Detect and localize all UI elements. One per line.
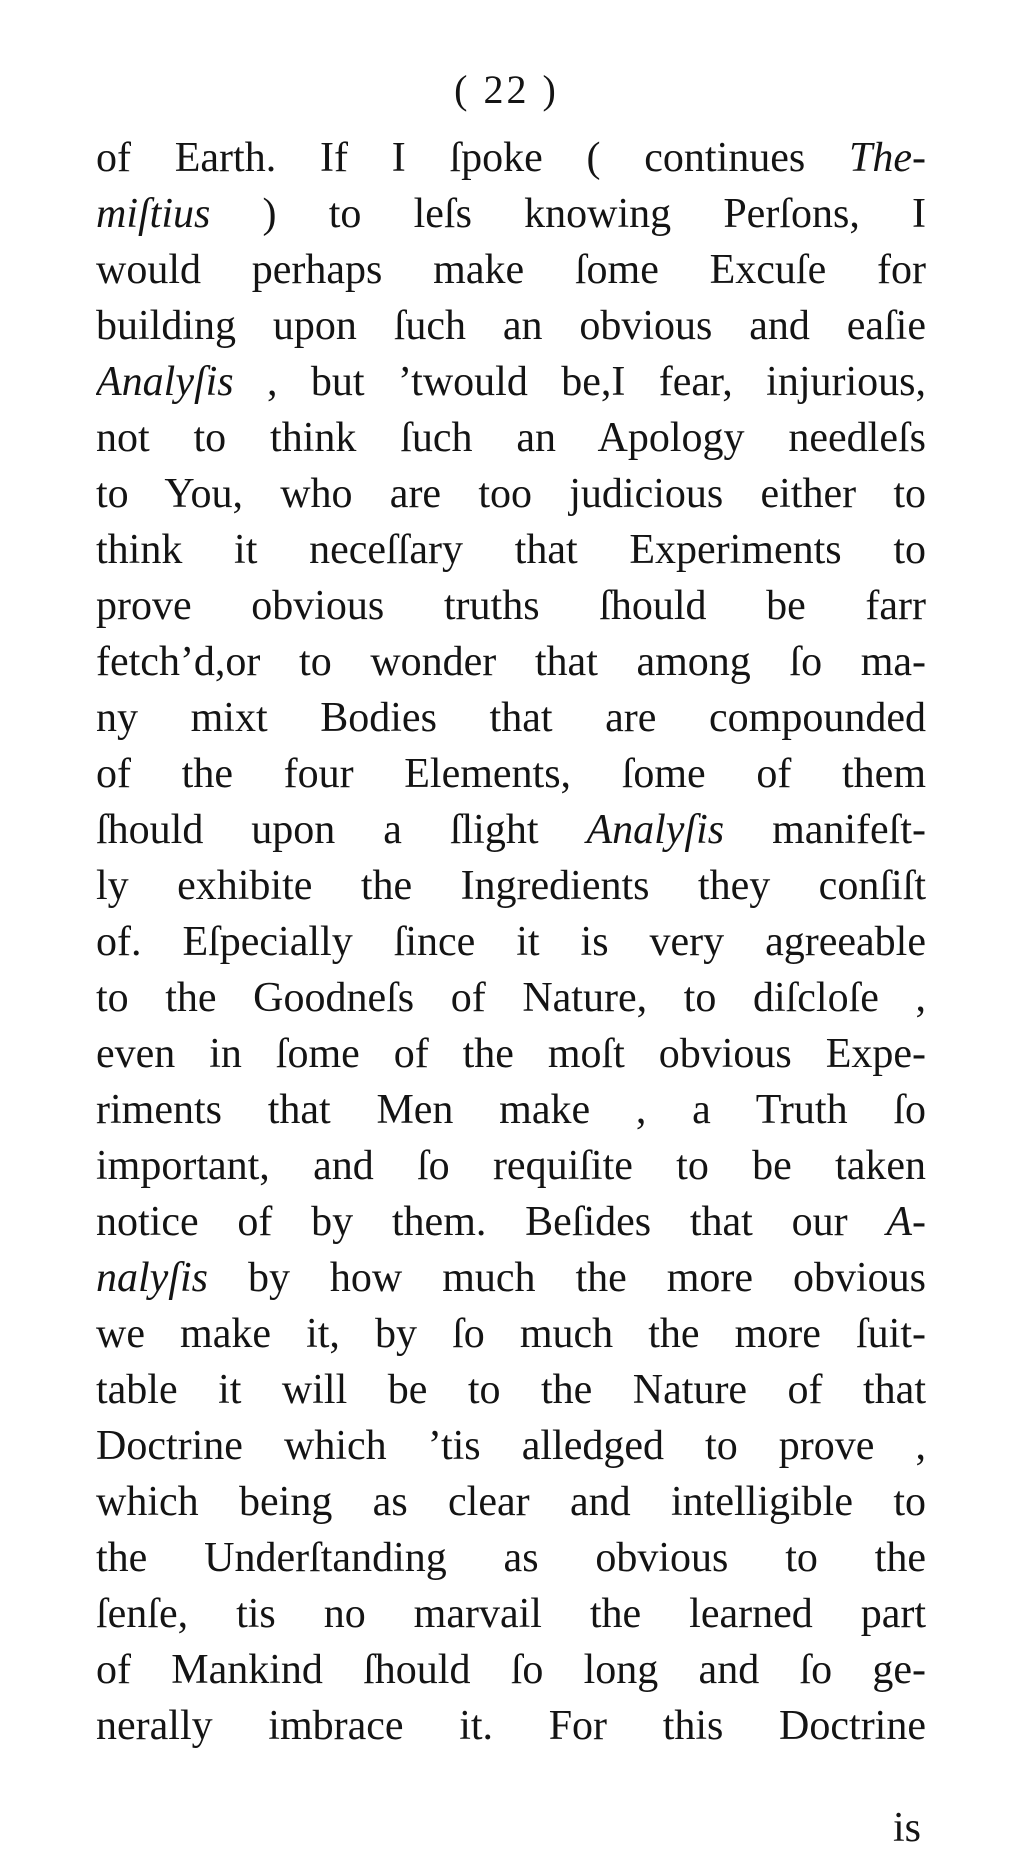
text-line: important, and ſo requiſite to be taken [96,1143,926,1189]
text-line: of Earth. If I ſpoke ( continues The- [96,135,926,181]
text-line: which being as clear and intelligible to [96,1479,926,1525]
text-line: ly exhibite the Ingredients they conſiſt [96,863,926,909]
text-line: nalyſis by how much the more obvious [96,1255,926,1301]
text-line: think it neceſſary that Experiments to [96,527,926,573]
text-line: table it will be to the Nature of that [96,1367,926,1413]
text-line: of the four Elements, ſome of them [96,751,926,797]
text-line: ny mixt Bodies that are compounded [96,695,926,741]
text-line: Doctrine which ’tis alledged to prove , [96,1423,926,1469]
text-line: miſtius ) to leſs knowing Perſons, I [96,191,926,237]
text-line: not to think ſuch an Apology needleſs [96,415,926,461]
text-line: the Underſtanding as obvious to the [96,1535,926,1581]
text-line: would perhaps make ſome Excuſe for [96,247,926,293]
catchword: is [892,1805,921,1851]
text-line: of. Eſpecially ſince it is very agreeable [96,919,926,965]
page-number: ( 22 ) [454,67,559,112]
text-line: notice of by them. Beſides that our A- [96,1199,926,1245]
text-line: Analyſis , but ’twould be,I fear, injurious, [96,359,926,405]
text-line: building upon ſuch an obvious and eaſie [96,303,926,349]
text-line: riments that Men make , a Truth ſo [96,1087,926,1133]
body-text [96,130,926,1754]
text-line: to the Goodneſs of Nature, to diſcloſe , [96,975,926,1021]
text-line: we make it, by ſo much the more ſuit- [96,1311,926,1357]
text-line: of Mankind ſhould ſo long and ſo ge- [96,1647,926,1693]
text-line: ſenſe, tis no marvail the learned part [96,1591,926,1637]
text-line: to You, who are too judicious either to [96,471,926,517]
text-line: fetch’d,or to wonder that among ſo ma- [96,639,926,685]
text-line: nerally imbrace it. For this Doctrine [96,1703,926,1749]
text-line: even in ſome of the moſt obvious Expe- [96,1031,926,1077]
text-line: prove obvious truths ſhould be farr [96,583,926,629]
text-line: ſhould upon a ſlight Analyſis manifeſt- [96,807,926,853]
